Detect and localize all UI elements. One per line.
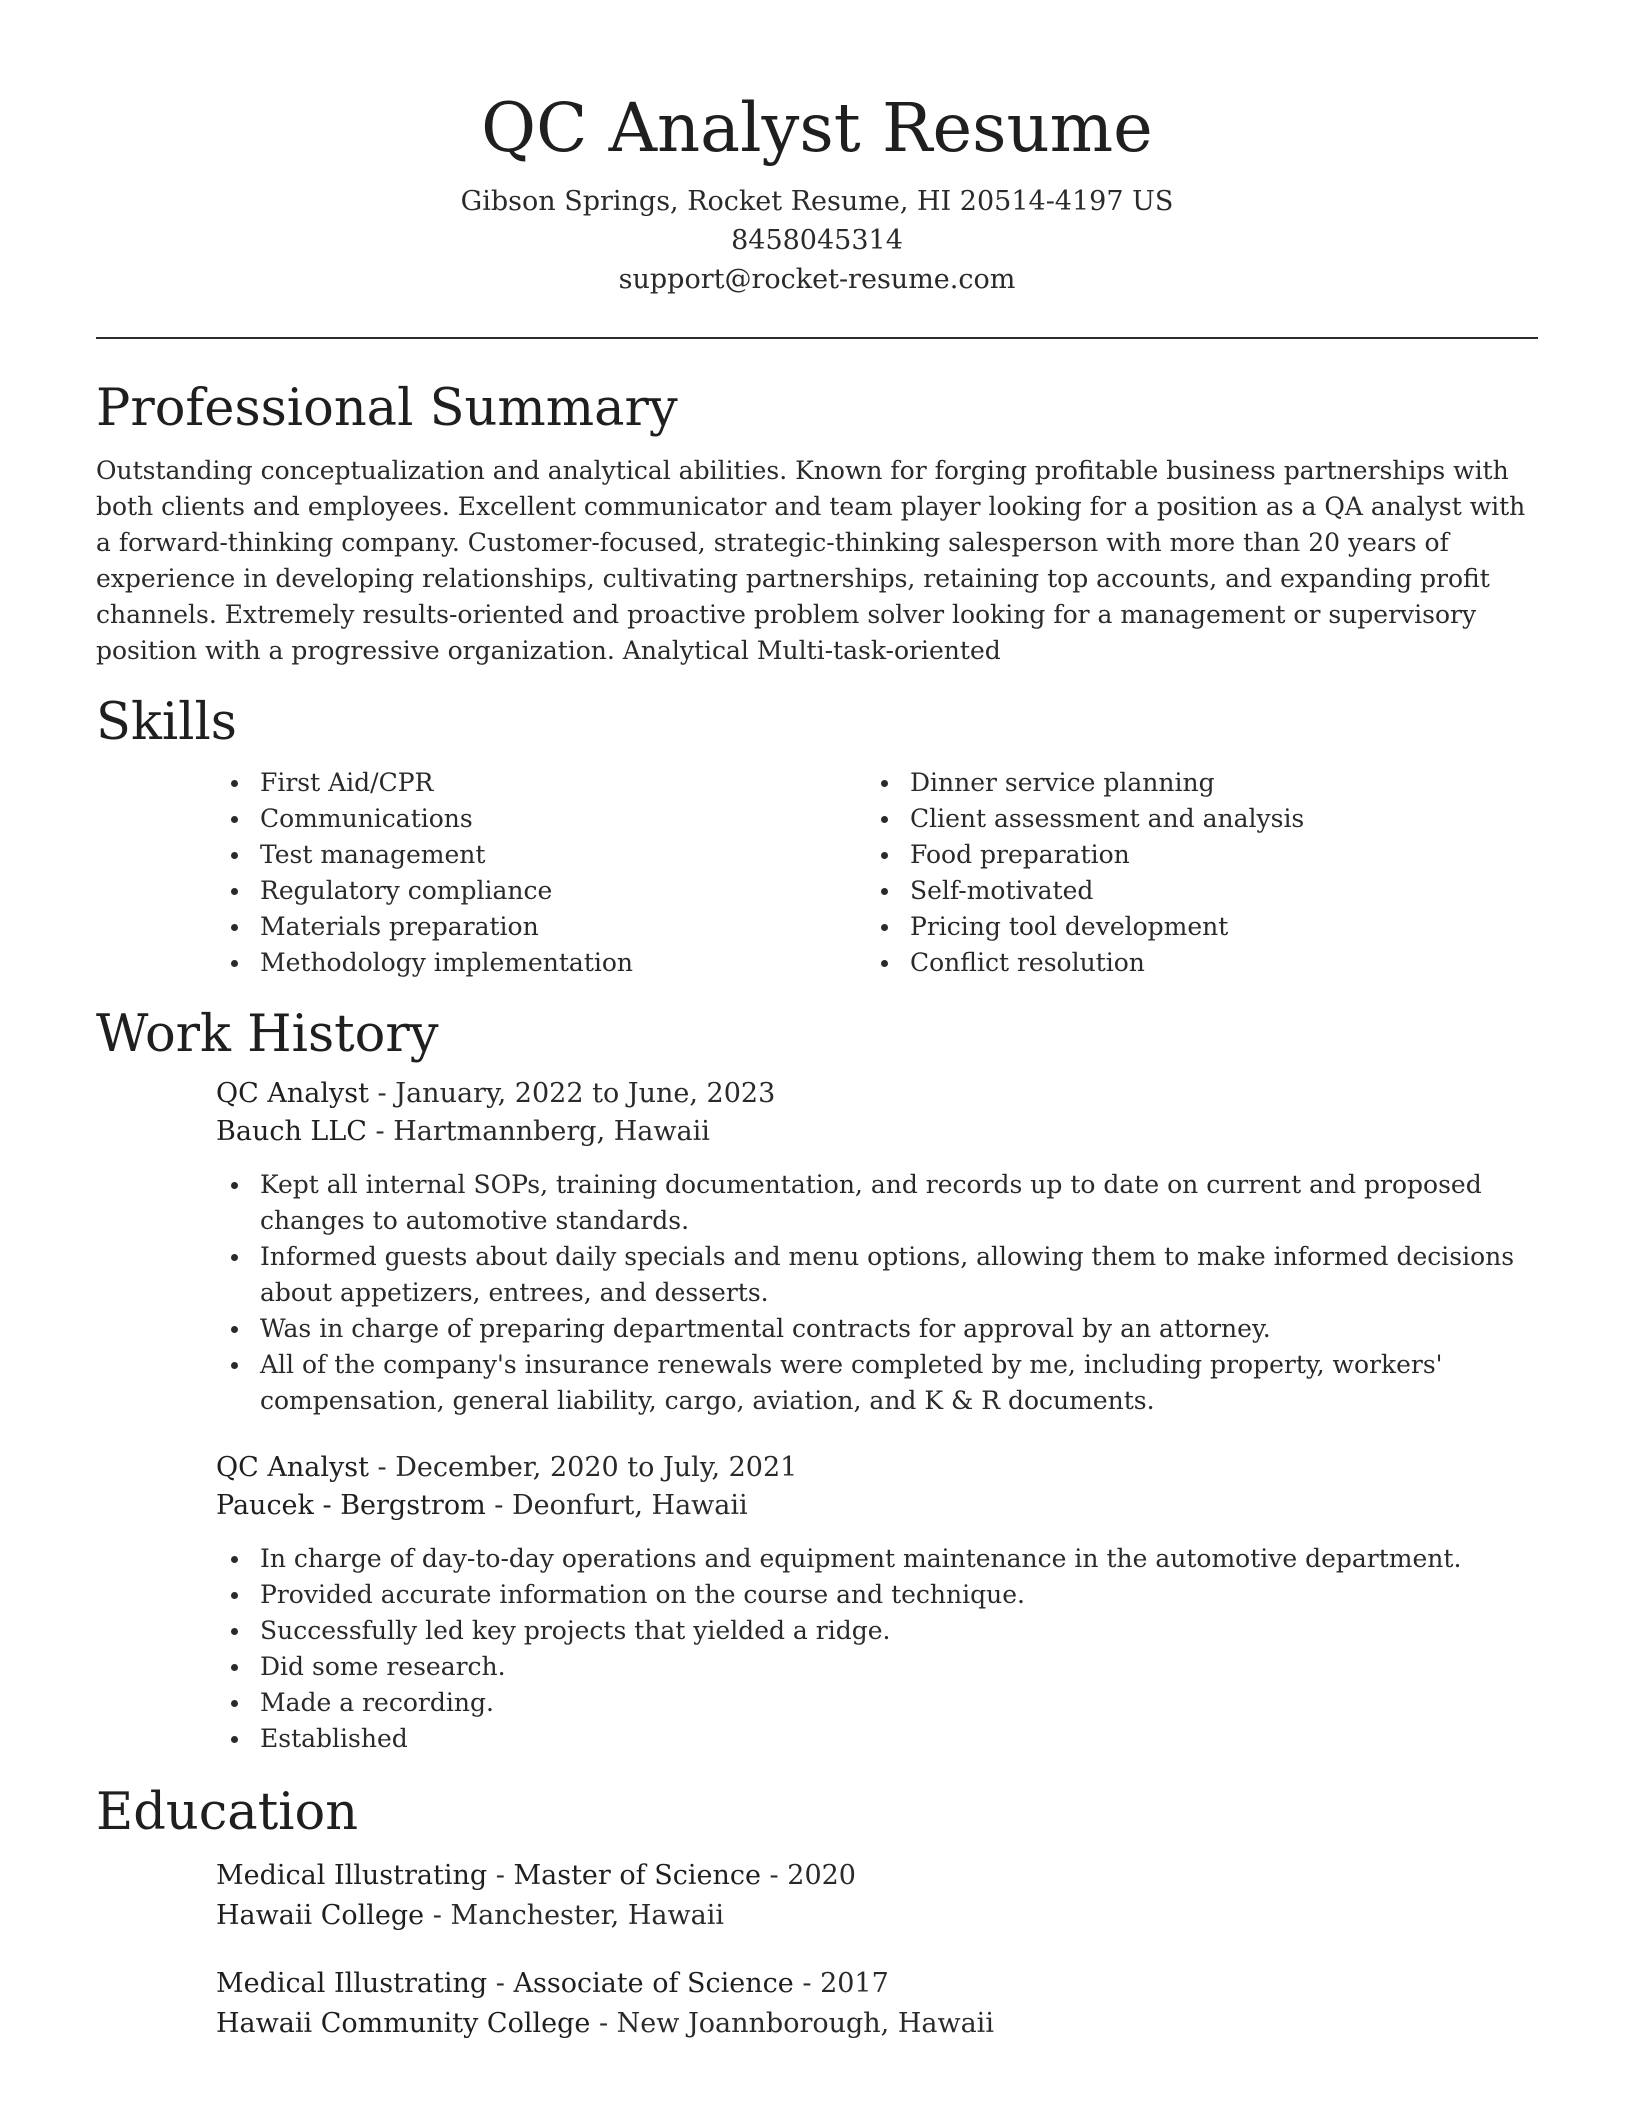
skills-heading: Skills <box>96 693 237 752</box>
separator: - <box>366 1116 394 1147</box>
contact-address: Gibson Springs, Rocket Resume, HI 20514-4197 US <box>460 186 1174 217</box>
education-field: Medical Illustrating <box>216 1860 488 1891</box>
education-year: 2020 <box>787 1860 856 1891</box>
separator: - <box>793 1968 821 1999</box>
job-dates: December, 2020 to July, 2021 <box>395 1452 798 1483</box>
work-section <box>96 1003 1538 1757</box>
separator: - <box>487 1968 514 1999</box>
contact-email[interactable]: support@rocket-resume.com <box>618 264 1016 295</box>
skill-item: Methodology implementation <box>216 945 866 981</box>
education-school: Hawaii Community College <box>216 2008 591 2039</box>
education-field: Medical Illustrating <box>216 1968 488 1999</box>
job-bullet: Established <box>216 1721 1538 1757</box>
separator: - <box>368 1452 396 1483</box>
job-bullet: Kept all internal SOPs, training documentation, and records up to date on current and proposed changes to automotive standards. <box>216 1167 1538 1239</box>
education-heading: Education <box>96 1783 359 1842</box>
education-degree: Associate of Science <box>513 1968 794 1999</box>
job-entry <box>216 1075 1538 1151</box>
work-heading: Work History <box>96 1005 439 1064</box>
education-section <box>96 1781 1538 2043</box>
separator: - <box>424 1900 451 1931</box>
education-location: New Joannborough, Hawaii <box>616 2008 994 2039</box>
job-title-line <box>216 1449 1538 1487</box>
education-entry <box>216 1857 1538 1935</box>
job-bullet: Successfully led key projects that yielded a ridge. <box>216 1613 1538 1649</box>
separator: - <box>368 1078 396 1109</box>
skill-item: Test management <box>216 837 866 873</box>
summary-heading: Professional Summary <box>96 379 678 438</box>
separator: - <box>590 2008 617 2039</box>
skill-item: Communications <box>216 801 866 837</box>
job-employer: Bauch LLC <box>216 1116 367 1147</box>
job-role: QC Analyst <box>216 1452 369 1483</box>
education-entry <box>216 1965 1538 2043</box>
job-dates: January, 2022 to June, 2023 <box>395 1078 776 1109</box>
header-divider <box>96 337 1538 339</box>
job-employer-line <box>216 1487 1538 1525</box>
job-title-line <box>216 1075 1538 1113</box>
contact-phone: 8458045314 <box>731 225 903 256</box>
education-degree-line <box>216 1965 1538 2003</box>
job-bullet: All of the company's insurance renewals were completed by me, including property, workers' compensation, general liability, cargo, aviation, and K & R documents. <box>216 1347 1538 1419</box>
skill-item: First Aid/CPR <box>216 765 866 801</box>
separator: - <box>760 1860 788 1891</box>
resume-page <box>96 0 1538 2043</box>
job-bullet: In charge of day-to-day operations and equipment maintenance in the automotive department. <box>216 1541 1538 1577</box>
separator: - <box>485 1490 512 1521</box>
job-bullets <box>216 1541 1538 1757</box>
job-employer-line <box>216 1113 1538 1151</box>
skill-item: Conflict resolution <box>866 945 1516 981</box>
resume-header <box>96 0 1538 299</box>
skill-item: Materials preparation <box>216 909 866 945</box>
skill-item: Dinner service planning <box>866 765 1516 801</box>
education-school: Hawaii College <box>216 1900 425 1931</box>
education-year: 2017 <box>820 1968 889 1999</box>
summary-section <box>96 377 1538 669</box>
skill-item: Food preparation <box>866 837 1516 873</box>
education-school-line <box>216 2005 1538 2043</box>
skills-section <box>96 691 1538 981</box>
skills-list-right <box>866 765 1516 981</box>
separator: - <box>487 1860 514 1891</box>
job-bullets <box>216 1167 1538 1419</box>
job-bullet: Did some research. <box>216 1649 1538 1685</box>
skill-item: Pricing tool development <box>866 909 1516 945</box>
job-bullet: Informed guests about daily specials and menu options, allowing them to make informed decisions about appetizers, entrees, and desserts. <box>216 1239 1538 1311</box>
job-entry <box>216 1449 1538 1525</box>
job-employer: Paucek - Bergstrom <box>216 1490 486 1521</box>
education-degree-line <box>216 1857 1538 1895</box>
skill-item: Client assessment and analysis <box>866 801 1516 837</box>
education-location: Manchester, Hawaii <box>450 1900 724 1931</box>
education-school-line <box>216 1897 1538 1935</box>
job-bullet: Made a recording. <box>216 1685 1538 1721</box>
job-location: Deonfurt, Hawaii <box>511 1490 748 1521</box>
contact-block <box>96 182 1538 299</box>
skill-item: Self-motivated <box>866 873 1516 909</box>
skill-item: Regulatory compliance <box>216 873 866 909</box>
summary-text: Outstanding conceptualization and analytical abilities. Known for forging profitable business partnerships with both clients and employees. Excellent communicator and team player looking for a position as a QA analyst with a forward-thinking company. Customer-focused, strategic-thinking salesperson with more than 20 years of experience in developing relationships, cultivating partnerships, retaining top accounts, and expanding profit channels. Extremely results-oriented and proactive problem solver looking for a management or supervisory position with a progressive organization. Analytical Multi-task-oriented <box>96 456 1526 665</box>
job-location: Hartmannberg, Hawaii <box>393 1116 710 1147</box>
job-bullet: Provided accurate information on the course and technique. <box>216 1577 1538 1613</box>
resume-name: QC Analyst Resume <box>481 89 1153 167</box>
skills-list-left <box>216 765 866 981</box>
job-role: QC Analyst <box>216 1078 369 1109</box>
skills-grid <box>216 765 1538 981</box>
job-bullet: Was in charge of preparing departmental contracts for approval by an attorney. <box>216 1311 1538 1347</box>
education-degree: Master of Science <box>513 1860 761 1891</box>
